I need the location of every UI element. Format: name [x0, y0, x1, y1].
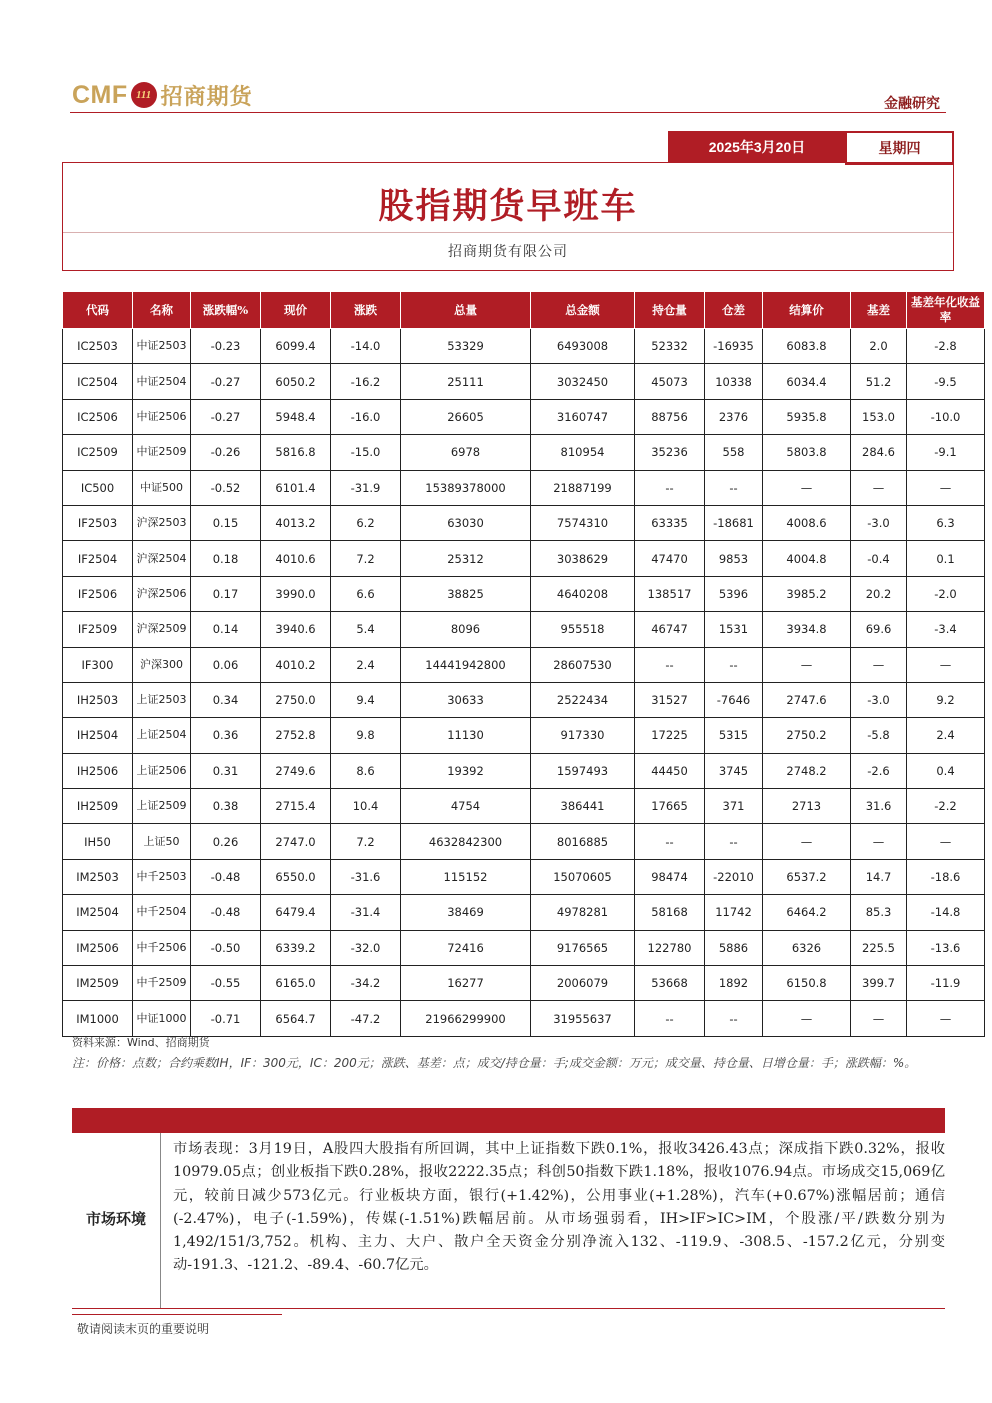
- title-divider: [63, 232, 953, 233]
- table-cell: 26605: [401, 399, 531, 434]
- section-bar: [72, 1108, 945, 1133]
- table-cell: 558: [705, 435, 763, 470]
- table-cell: -18.6: [907, 859, 985, 894]
- table-cell: -2.6: [851, 753, 907, 788]
- table-cell: 11130: [401, 718, 531, 753]
- table-cell: 6101.4: [261, 470, 331, 505]
- table-cell: -3.4: [907, 612, 985, 647]
- table-cell: 35236: [635, 435, 705, 470]
- column-header: 涨跌幅%: [191, 292, 261, 329]
- table-cell: 25111: [401, 364, 531, 399]
- table-cell: -0.55: [191, 966, 261, 1001]
- table-cell: 19392: [401, 753, 531, 788]
- table-cell: 6150.8: [763, 966, 851, 1001]
- table-row: [63, 824, 985, 859]
- table-cell: -16.0: [331, 399, 401, 434]
- table-cell: 15389378000: [401, 470, 531, 505]
- table-cell: 3940.6: [261, 612, 331, 647]
- table-cell: 中证2506: [133, 399, 191, 434]
- table-cell: -3.0: [851, 682, 907, 717]
- table-cell: 225.5: [851, 930, 907, 965]
- table-cell: 7.2: [331, 541, 401, 576]
- column-header: 基差年化收益率: [907, 292, 985, 329]
- table-cell: 8096: [401, 612, 531, 647]
- table-cell: -0.26: [191, 435, 261, 470]
- table-cell: 7.2: [331, 824, 401, 859]
- column-header: 基差: [851, 292, 907, 329]
- table-cell: 52332: [635, 329, 705, 364]
- table-cell: 6.6: [331, 576, 401, 611]
- table-row: [63, 329, 985, 364]
- table-cell: 38825: [401, 576, 531, 611]
- table-cell: 6339.2: [261, 930, 331, 965]
- table-cell: 2750.0: [261, 682, 331, 717]
- table-cell: 5315: [705, 718, 763, 753]
- table-cell: IF2504: [63, 541, 133, 576]
- table-cell: 31527: [635, 682, 705, 717]
- table-cell: 16277: [401, 966, 531, 1001]
- table-cell: 4754: [401, 789, 531, 824]
- table-cell: -22010: [705, 859, 763, 894]
- table-cell: 上证2506: [133, 753, 191, 788]
- header-rule: [70, 112, 946, 113]
- table-cell: 14441942800: [401, 647, 531, 682]
- table-cell: -9.1: [907, 435, 985, 470]
- table-cell: 中千2506: [133, 930, 191, 965]
- table-cell: 17665: [635, 789, 705, 824]
- table-cell: 21887199: [531, 470, 635, 505]
- table-cell: 5935.8: [763, 399, 851, 434]
- table-cell: 2750.2: [763, 718, 851, 753]
- table-cell: 中证2504: [133, 364, 191, 399]
- table-row: [63, 895, 985, 930]
- table-cell: 1597493: [531, 753, 635, 788]
- table-row: [63, 966, 985, 1001]
- title-box: [62, 162, 954, 271]
- table-cell: -31.4: [331, 895, 401, 930]
- table-cell: IF2509: [63, 612, 133, 647]
- table-cell: —: [763, 1001, 851, 1036]
- table-cell: 30633: [401, 682, 531, 717]
- table-cell: 6050.2: [261, 364, 331, 399]
- table-cell: —: [763, 824, 851, 859]
- table-cell: 6978: [401, 435, 531, 470]
- table-row: [63, 576, 985, 611]
- table-cell: 沪深2504: [133, 541, 191, 576]
- table-cell: 0.1: [907, 541, 985, 576]
- table-cell: —: [851, 1001, 907, 1036]
- table-cell: -2.0: [907, 576, 985, 611]
- table-cell: IC2506: [63, 399, 133, 434]
- table-cell: 中证500: [133, 470, 191, 505]
- table-cell: --: [705, 470, 763, 505]
- table-cell: 46747: [635, 612, 705, 647]
- footer-rule: [72, 1314, 282, 1315]
- table-cell: -32.0: [331, 930, 401, 965]
- table-cell: 88756: [635, 399, 705, 434]
- table-cell: 1531: [705, 612, 763, 647]
- table-cell: 0.38: [191, 789, 261, 824]
- table-cell: IM2506: [63, 930, 133, 965]
- table-cell: 2.4: [907, 718, 985, 753]
- company-logo: [72, 80, 253, 110]
- table-cell: 6493008: [531, 329, 635, 364]
- table-cell: 0.14: [191, 612, 261, 647]
- table-cell: IH2503: [63, 682, 133, 717]
- column-header: 仓差: [705, 292, 763, 329]
- table-cell: 2006079: [531, 966, 635, 1001]
- table-cell: 0.4: [907, 753, 985, 788]
- table-cell: 0.06: [191, 647, 261, 682]
- table-cell: 122780: [635, 930, 705, 965]
- table-cell: 2376: [705, 399, 763, 434]
- table-cell: 4640208: [531, 576, 635, 611]
- table-cell: 28607530: [531, 647, 635, 682]
- table-row: [63, 505, 985, 540]
- table-cell: 4632842300: [401, 824, 531, 859]
- table-cell: 0.26: [191, 824, 261, 859]
- table-cell: 上证2509: [133, 789, 191, 824]
- table-cell: 9176565: [531, 930, 635, 965]
- table-cell: 917330: [531, 718, 635, 753]
- table-row: [63, 753, 985, 788]
- table-cell: —: [907, 470, 985, 505]
- table-cell: 399.7: [851, 966, 907, 1001]
- table-cell: IH50: [63, 824, 133, 859]
- table-cell: —: [763, 647, 851, 682]
- table-row: [63, 930, 985, 965]
- table-cell: —: [851, 647, 907, 682]
- table-cell: 沪深2503: [133, 505, 191, 540]
- table-row: [63, 435, 985, 470]
- table-cell: --: [705, 647, 763, 682]
- table-cell: -0.4: [851, 541, 907, 576]
- logo-cn-text: 招商期货: [160, 83, 253, 110]
- column-header: 结算价: [763, 292, 851, 329]
- table-cell: —: [851, 824, 907, 859]
- table-row: [63, 647, 985, 682]
- table-cell: 20.2: [851, 576, 907, 611]
- table-cell: 9.2: [907, 682, 985, 717]
- table-cell: 6464.2: [763, 895, 851, 930]
- report-date: 2025年3月20日: [668, 131, 846, 162]
- table-cell: 11742: [705, 895, 763, 930]
- table-cell: 47470: [635, 541, 705, 576]
- column-header: 持仓量: [635, 292, 705, 329]
- company-name: 招商期货有限公司: [448, 244, 568, 260]
- table-cell: -31.6: [331, 859, 401, 894]
- table-row: [63, 541, 985, 576]
- table-cell: 4008.6: [763, 505, 851, 540]
- table-cell: --: [635, 1001, 705, 1036]
- table-cell: 115152: [401, 859, 531, 894]
- table-cell: 3745: [705, 753, 763, 788]
- table-cell: 3032450: [531, 364, 635, 399]
- table-cell: -2.8: [907, 329, 985, 364]
- table-cell: 4978281: [531, 895, 635, 930]
- table-cell: 386441: [531, 789, 635, 824]
- table-cell: 3934.8: [763, 612, 851, 647]
- table-cell: 8.6: [331, 753, 401, 788]
- table-cell: 31.6: [851, 789, 907, 824]
- table-cell: IM2503: [63, 859, 133, 894]
- table-cell: 2747.6: [763, 682, 851, 717]
- table-cell: 上证50: [133, 824, 191, 859]
- table-cell: 85.3: [851, 895, 907, 930]
- report-title: 股指期货早班车: [378, 186, 638, 227]
- table-cell: -31.9: [331, 470, 401, 505]
- table-cell: --: [635, 824, 705, 859]
- table-cell: 6326: [763, 930, 851, 965]
- department-label: 金融研究: [884, 96, 940, 112]
- table-cell: IM2509: [63, 966, 133, 1001]
- data-source: 资料来源：Wind、招商期货: [72, 1036, 210, 1049]
- table-cell: IC2503: [63, 329, 133, 364]
- column-header: 现价: [261, 292, 331, 329]
- table-cell: 17225: [635, 718, 705, 753]
- table-cell: 沪深2509: [133, 612, 191, 647]
- table-cell: 中证2509: [133, 435, 191, 470]
- table-cell: 7574310: [531, 505, 635, 540]
- table-row: [63, 682, 985, 717]
- table-cell: 63335: [635, 505, 705, 540]
- table-cell: IF2506: [63, 576, 133, 611]
- table-cell: -16935: [705, 329, 763, 364]
- table-cell: 4013.2: [261, 505, 331, 540]
- table-cell: 10338: [705, 364, 763, 399]
- table-cell: 51.2: [851, 364, 907, 399]
- table-cell: 138517: [635, 576, 705, 611]
- table-cell: IH2509: [63, 789, 133, 824]
- table-cell: --: [705, 1001, 763, 1036]
- table-row: [63, 399, 985, 434]
- table-cell: 6.3: [907, 505, 985, 540]
- table-body: [63, 329, 985, 1037]
- table-cell: 1892: [705, 966, 763, 1001]
- table-cell: 6165.0: [261, 966, 331, 1001]
- table-cell: 中千2504: [133, 895, 191, 930]
- table-cell: 21966299900: [401, 1001, 531, 1036]
- table-cell: 5948.4: [261, 399, 331, 434]
- table-cell: 2748.2: [763, 753, 851, 788]
- table-cell: 上证2503: [133, 682, 191, 717]
- table-cell: 0.34: [191, 682, 261, 717]
- table-cell: 63030: [401, 505, 531, 540]
- table-cell: -7646: [705, 682, 763, 717]
- table-cell: 6083.8: [763, 329, 851, 364]
- table-cell: 0.31: [191, 753, 261, 788]
- column-header: 代码: [63, 292, 133, 329]
- table-cell: 6537.2: [763, 859, 851, 894]
- table-cell: 955518: [531, 612, 635, 647]
- table-row: [63, 612, 985, 647]
- table-cell: 5803.8: [763, 435, 851, 470]
- table-note: 注：价格：点数；合约乘数IH，IF：300元，IC：200元；涨跌、基差：点；成交/持仓量：手;成交金额：万元；成交量、持仓量、日增仓量：手；涨跌幅：%。: [72, 1056, 917, 1070]
- market-bottom-rule: [72, 1308, 945, 1309]
- table-row: [63, 789, 985, 824]
- column-header: 名称: [133, 292, 191, 329]
- footer-disclaimer: 敬请阅读末页的重要说明: [77, 1322, 210, 1336]
- table-cell: 284.6: [851, 435, 907, 470]
- table-cell: 6099.4: [261, 329, 331, 364]
- table-cell: 5396: [705, 576, 763, 611]
- table-cell: 中千2509: [133, 966, 191, 1001]
- table-cell: 沪深2506: [133, 576, 191, 611]
- table-cell: 9.8: [331, 718, 401, 753]
- table-cell: -0.48: [191, 895, 261, 930]
- table-cell: 98474: [635, 859, 705, 894]
- table-cell: -10.0: [907, 399, 985, 434]
- table-cell: 38469: [401, 895, 531, 930]
- table-cell: IF2503: [63, 505, 133, 540]
- table-cell: —: [851, 470, 907, 505]
- table-cell: -34.2: [331, 966, 401, 1001]
- column-header: 总量: [401, 292, 531, 329]
- table-cell: IC2504: [63, 364, 133, 399]
- table-cell: IH2506: [63, 753, 133, 788]
- table-cell: 4010.2: [261, 647, 331, 682]
- report-weekday: 星期四: [845, 131, 954, 165]
- table-cell: -0.27: [191, 364, 261, 399]
- table-cell: -0.27: [191, 399, 261, 434]
- table-cell: 10.4: [331, 789, 401, 824]
- table-cell: 2713: [763, 789, 851, 824]
- table-cell: 3038629: [531, 541, 635, 576]
- column-header: 总金额: [531, 292, 635, 329]
- table-cell: 44450: [635, 753, 705, 788]
- table-cell: 中证2503: [133, 329, 191, 364]
- table-cell: 5816.8: [261, 435, 331, 470]
- table-cell: -0.52: [191, 470, 261, 505]
- table-cell: -0.71: [191, 1001, 261, 1036]
- table-cell: 6.2: [331, 505, 401, 540]
- table-cell: 153.0: [851, 399, 907, 434]
- logo-text: CMF: [72, 80, 128, 109]
- column-header: 涨跌: [331, 292, 401, 329]
- market-section-label: 市场环境: [85, 1210, 146, 1228]
- table-cell: -15.0: [331, 435, 401, 470]
- table-cell: 9853: [705, 541, 763, 576]
- table-cell: 14.7: [851, 859, 907, 894]
- logo-mark-icon: 111: [131, 82, 157, 108]
- table-cell: -14.8: [907, 895, 985, 930]
- table-cell: 4010.6: [261, 541, 331, 576]
- table-cell: -0.50: [191, 930, 261, 965]
- table-cell: IF300: [63, 647, 133, 682]
- table-cell: 2747.0: [261, 824, 331, 859]
- table-cell: 沪深300: [133, 647, 191, 682]
- table-cell: —: [907, 1001, 985, 1036]
- table-cell: IC500: [63, 470, 133, 505]
- table-cell: IC2509: [63, 435, 133, 470]
- table-cell: -13.6: [907, 930, 985, 965]
- table-cell: 5886: [705, 930, 763, 965]
- table-row: [63, 718, 985, 753]
- table-cell: -2.2: [907, 789, 985, 824]
- table-cell: 6564.7: [261, 1001, 331, 1036]
- table-cell: 中证1000: [133, 1001, 191, 1036]
- market-divider: [160, 1133, 161, 1308]
- table-cell: 中千2503: [133, 859, 191, 894]
- table-cell: 2749.6: [261, 753, 331, 788]
- table-cell: 2.0: [851, 329, 907, 364]
- table-cell: 0.18: [191, 541, 261, 576]
- table-cell: 0.36: [191, 718, 261, 753]
- table-cell: 69.6: [851, 612, 907, 647]
- futures-table: [62, 292, 985, 1037]
- table-cell: 371: [705, 789, 763, 824]
- table-cell: 58168: [635, 895, 705, 930]
- table-cell: 6034.4: [763, 364, 851, 399]
- table-cell: IH2504: [63, 718, 133, 753]
- table-cell: -5.8: [851, 718, 907, 753]
- table-cell: -11.9: [907, 966, 985, 1001]
- table-cell: -9.5: [907, 364, 985, 399]
- table-cell: 53329: [401, 329, 531, 364]
- market-commentary: 市场表现：3月19日，A股四大股指有所回调，其中上证指数下跌0.1%，报收3426.43点；深成指下跌0.32%，报收10979.05点；创业板指下跌0.28%，报收2222.35点；科创50指数下跌1.18%，报收1076.94点。市场成交15,069亿元，较前日减少573亿元。行业板块方面，银行(+1.42%)，公用事业(+1.28%)，汽车(+0.67%)涨幅居前；通信(-2.47%)，电子(-1.59%)，传媒(-1.51%)跌幅居前。从市场强弱看，IH>IF>IC>IM，个股涨/平/跌数分别为1,492/151/3,752。机构、主力、大户、散户全天资金分别净流入132、-119.9、-308.5、-157.2亿元，分别变动-191.3、-121.2、-89.4、-60.7亿元。: [173, 1141, 945, 1274]
- table-cell: -3.0: [851, 505, 907, 540]
- table-cell: —: [907, 824, 985, 859]
- table-cell: 8016885: [531, 824, 635, 859]
- table-cell: 72416: [401, 930, 531, 965]
- table-cell: —: [907, 647, 985, 682]
- table-cell: -0.48: [191, 859, 261, 894]
- table-cell: --: [705, 824, 763, 859]
- table-cell: 3160747: [531, 399, 635, 434]
- table-cell: 0.15: [191, 505, 261, 540]
- table-cell: —: [763, 470, 851, 505]
- table-cell: 2752.8: [261, 718, 331, 753]
- table-cell: 4004.8: [763, 541, 851, 576]
- table-cell: 3985.2: [763, 576, 851, 611]
- table-cell: -14.0: [331, 329, 401, 364]
- table-cell: 2522434: [531, 682, 635, 717]
- table-row: [63, 364, 985, 399]
- table-row: [63, 1001, 985, 1036]
- table-cell: -16.2: [331, 364, 401, 399]
- table-cell: IM2504: [63, 895, 133, 930]
- table-row: [63, 859, 985, 894]
- table-cell: 45073: [635, 364, 705, 399]
- table-cell: 31955637: [531, 1001, 635, 1036]
- table-cell: 6479.4: [261, 895, 331, 930]
- table-cell: 上证2504: [133, 718, 191, 753]
- table-header-row: [63, 292, 985, 329]
- table-cell: 0.17: [191, 576, 261, 611]
- table-cell: 5.4: [331, 612, 401, 647]
- table-cell: 3990.0: [261, 576, 331, 611]
- table-cell: 25312: [401, 541, 531, 576]
- table-row: [63, 470, 985, 505]
- table-cell: -18681: [705, 505, 763, 540]
- table-cell: --: [635, 470, 705, 505]
- table-cell: 9.4: [331, 682, 401, 717]
- table-cell: IM1000: [63, 1001, 133, 1036]
- table-cell: 6550.0: [261, 859, 331, 894]
- table-cell: 2715.4: [261, 789, 331, 824]
- table-cell: -47.2: [331, 1001, 401, 1036]
- table-cell: 53668: [635, 966, 705, 1001]
- table-cell: -0.23: [191, 329, 261, 364]
- table-cell: 2.4: [331, 647, 401, 682]
- table-cell: --: [635, 647, 705, 682]
- table-cell: 15070605: [531, 859, 635, 894]
- table-cell: 810954: [531, 435, 635, 470]
